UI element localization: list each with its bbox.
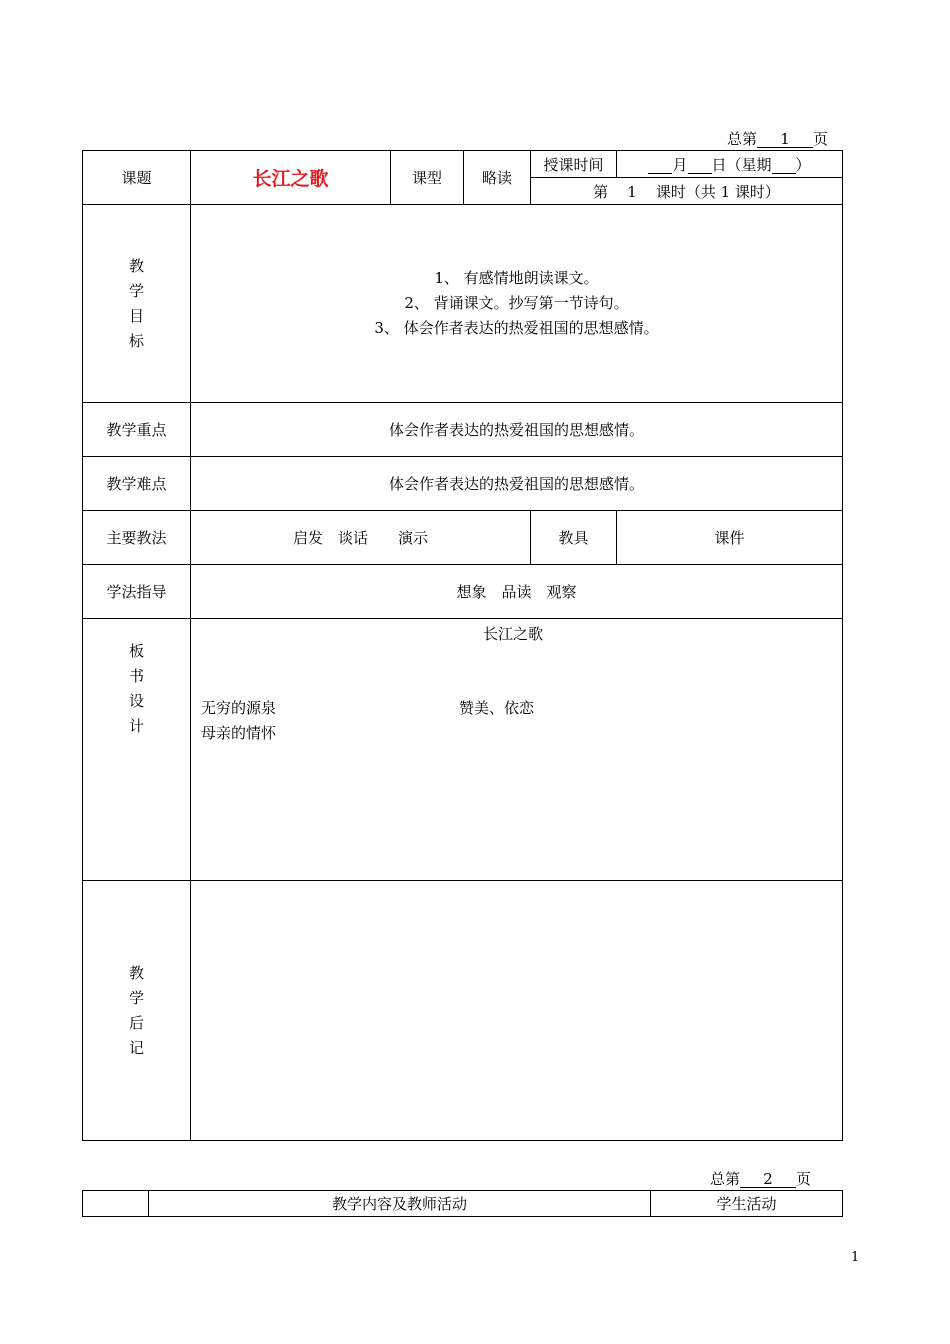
board-design-label bbox=[83, 619, 191, 881]
objectives-label-char: 目 bbox=[128, 306, 144, 325]
lesson-type-value: 略读 bbox=[464, 151, 531, 205]
key-point-value: 体会作者表达的热爱祖国的思想感情。 bbox=[191, 403, 843, 457]
board-label-char: 书 bbox=[128, 667, 144, 685]
date-day-label: 日（星期 bbox=[711, 155, 772, 174]
lesson-plan-table bbox=[82, 150, 843, 1141]
objectives-label-char: 学 bbox=[128, 281, 144, 300]
board-left-line-2: 母亲的情怀 bbox=[201, 724, 277, 742]
key-point-label: 教学重点 bbox=[83, 403, 191, 457]
study-guide-value: 想象 品读 观察 bbox=[191, 565, 843, 619]
lesson-title: 长江之歌 bbox=[191, 151, 391, 205]
page2-total-counter bbox=[710, 1168, 811, 1189]
methods-label: 主要教法 bbox=[83, 511, 191, 565]
date-close: ） bbox=[795, 155, 811, 174]
board-design-content bbox=[191, 619, 843, 881]
board-title: 长江之歌 bbox=[483, 625, 544, 643]
objectives-label-char: 标 bbox=[128, 331, 144, 350]
board-right-line-1: 赞美、依恋 bbox=[459, 699, 535, 717]
methods-value: 启发 谈话 演示 bbox=[191, 511, 531, 565]
board-label-char: 计 bbox=[128, 717, 144, 735]
reflection-content bbox=[191, 881, 843, 1141]
page2-total-number: 2 bbox=[740, 1171, 796, 1188]
date-month-label: 月 bbox=[672, 155, 688, 174]
objectives-label bbox=[83, 205, 191, 403]
reflection-label-char: 学 bbox=[128, 988, 144, 1007]
page2-total-suffix: 页 bbox=[796, 1170, 812, 1188]
period-number: 1 bbox=[627, 182, 637, 201]
page-total-number: 1 bbox=[757, 131, 813, 148]
study-guide-label: 学法指导 bbox=[83, 565, 191, 619]
objective-item: 2、 背诵课文。抄写第一节诗句。 bbox=[404, 294, 629, 312]
teaching-time-label: 授课时间 bbox=[531, 151, 617, 178]
student-activity-header: 学生活动 bbox=[651, 1191, 843, 1217]
activity-table-header bbox=[82, 1190, 843, 1217]
board-label-char: 设 bbox=[128, 692, 144, 710]
topic-label: 课题 bbox=[83, 151, 191, 205]
difficulty-label: 教学难点 bbox=[83, 457, 191, 511]
objectives-list bbox=[191, 205, 843, 403]
period-prefix: 第 bbox=[593, 182, 609, 201]
period-info bbox=[531, 178, 843, 205]
period-suffix: 课时（共 1 课时） bbox=[655, 182, 780, 201]
teaching-content-header: 教学内容及教师活动 bbox=[149, 1191, 651, 1217]
teaching-date bbox=[617, 151, 843, 178]
page-total-suffix: 页 bbox=[813, 130, 829, 148]
reflection-label-char: 教 bbox=[128, 963, 144, 982]
difficulty-value: 体会作者表达的热爱祖国的思想感情。 bbox=[191, 457, 843, 511]
page2-total-prefix: 总第 bbox=[710, 1170, 741, 1188]
objectives-label-char: 教 bbox=[128, 256, 144, 275]
board-left-line-1: 无穷的源泉 bbox=[201, 699, 277, 717]
page-total-prefix: 总第 bbox=[727, 130, 758, 148]
objective-item: 1、 有感情地朗读课文。 bbox=[434, 269, 599, 287]
objective-item: 3、 体会作者表达的热爱祖国的思想感情。 bbox=[374, 319, 659, 337]
tools-value: 课件 bbox=[617, 511, 843, 565]
reflection-label-char: 记 bbox=[128, 1038, 144, 1057]
lesson-type-label: 课型 bbox=[391, 151, 464, 205]
activity-blank-cell bbox=[83, 1191, 149, 1217]
reflection-label-char: 后 bbox=[128, 1013, 144, 1032]
footer-page-number: 1 bbox=[851, 1250, 860, 1265]
tools-label: 教具 bbox=[531, 511, 617, 565]
board-label-char: 板 bbox=[128, 642, 144, 660]
page-total-counter bbox=[727, 128, 828, 149]
reflection-label bbox=[83, 881, 191, 1141]
